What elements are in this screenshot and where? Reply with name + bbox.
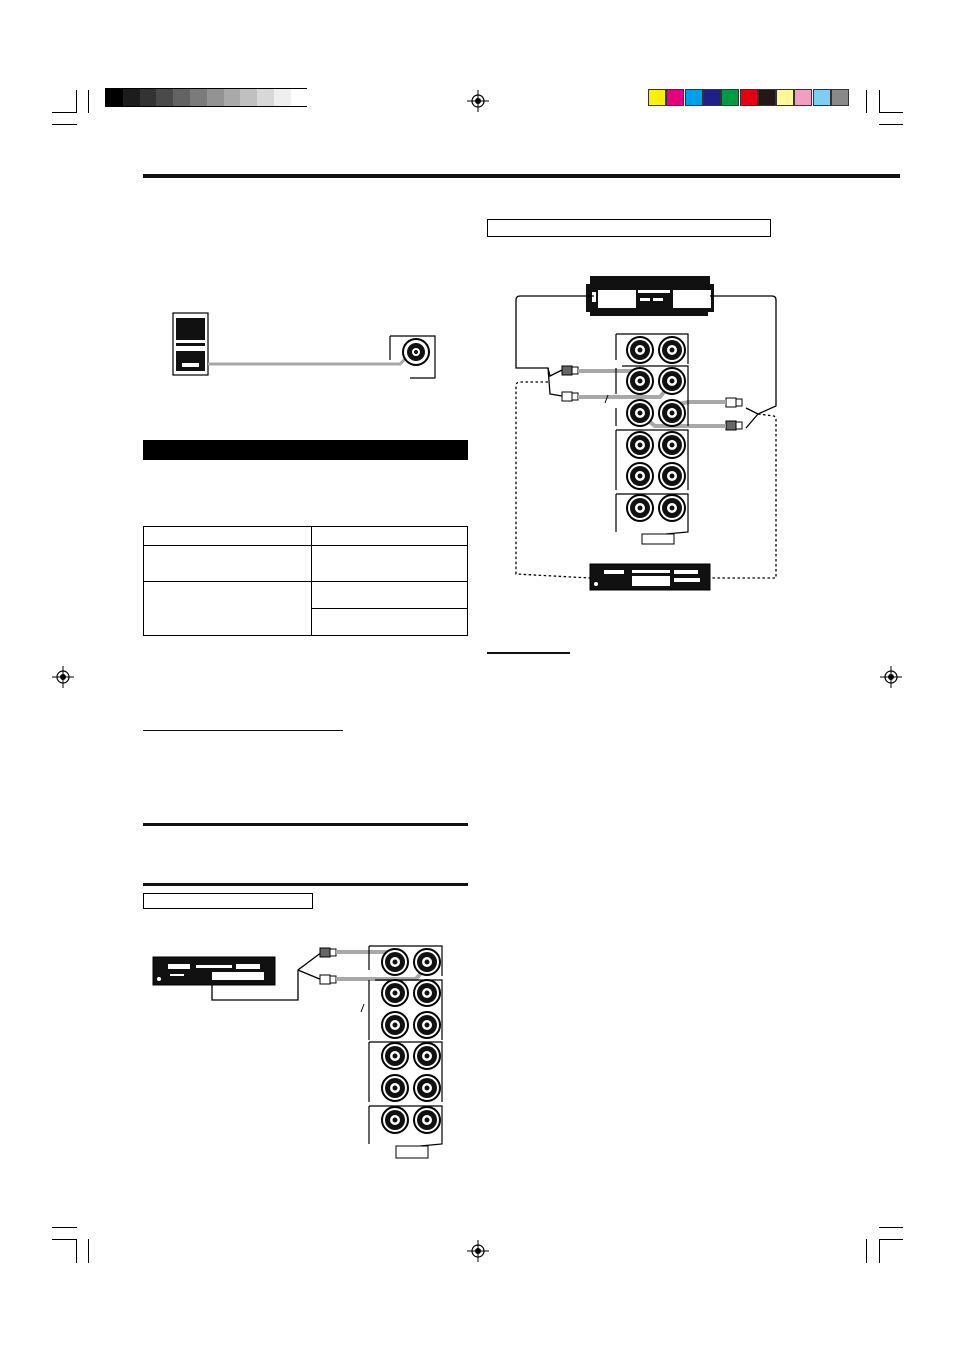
- grayscale-swatch: [190, 89, 207, 106]
- table-header-right: [312, 527, 468, 546]
- rca-jack-icon: [659, 400, 685, 426]
- rca-jack-icon: [382, 980, 408, 1006]
- rca-jack-icon: [627, 337, 653, 363]
- header-rule: [143, 174, 900, 178]
- note-underline-left: [143, 730, 343, 731]
- color-swatch: [740, 89, 758, 106]
- cd-player-icon: [153, 957, 275, 985]
- rca-jack-icon: [414, 1012, 440, 1038]
- rca-jack-icon: [414, 980, 440, 1006]
- grayscale-swatch: [224, 89, 241, 106]
- color-swatch: [721, 89, 739, 106]
- registration-mark-left-icon: [52, 666, 74, 688]
- grayscale-swatch: [106, 89, 123, 106]
- color-swatch: [794, 89, 812, 106]
- color-swatch: [685, 89, 703, 106]
- antenna-box-icon: [173, 313, 208, 375]
- cd-player-icon: [590, 564, 710, 590]
- rca-jack-icon: [382, 1043, 408, 1069]
- diagram-label-box-right: [487, 219, 771, 237]
- rca-jack-icon: [382, 1012, 408, 1038]
- grayscale-swatch: [173, 89, 190, 106]
- section-rule: [143, 883, 468, 886]
- color-swatch: [648, 89, 666, 106]
- color-swatch: [813, 89, 831, 106]
- rca-jack-icon: [659, 432, 685, 458]
- rca-jack-icon: [627, 432, 653, 458]
- info-table: [143, 526, 468, 636]
- grayscale-swatch: [207, 89, 224, 106]
- color-swatch: [776, 89, 794, 106]
- cd-player-connection-diagram: [150, 940, 450, 1162]
- section-heading-bar: [143, 440, 468, 460]
- cassette-deck-icon: [586, 276, 714, 316]
- grayscale-swatch: [291, 89, 308, 106]
- rca-jack-icon: [659, 368, 685, 394]
- rca-jack-icon: [382, 1107, 408, 1133]
- grayscale-swatch: [240, 89, 257, 106]
- tape-deck-connection-diagram: [510, 268, 785, 598]
- table-header-left: [144, 527, 312, 546]
- rca-jack-icon: [414, 1075, 440, 1101]
- antenna-terminal-icon: [390, 336, 435, 378]
- rca-jack-icon: [382, 949, 408, 975]
- color-swatch: [666, 89, 684, 106]
- rca-jack-icon: [414, 1043, 440, 1069]
- table-row: [312, 609, 468, 636]
- section-rule: [143, 823, 468, 826]
- rca-jack-icon: [627, 495, 653, 521]
- rca-jack-icon: [659, 495, 685, 521]
- diagram-label-box-left: [143, 893, 313, 909]
- grayscale-swatch: [140, 89, 157, 106]
- table-row: [312, 582, 468, 609]
- table-row: [144, 546, 312, 582]
- grayscale-swatch: [257, 89, 274, 106]
- rca-jack-icon: [414, 949, 440, 975]
- rca-jack-icon: [414, 1107, 440, 1133]
- rca-jack-icon: [627, 463, 653, 489]
- rca-jack-icon: [627, 400, 653, 426]
- table-row: [144, 582, 312, 636]
- antenna-diagram: [170, 310, 440, 382]
- rca-jack-icon: [659, 337, 685, 363]
- grayscale-swatch: [123, 89, 140, 106]
- color-swatch: [831, 89, 849, 106]
- registration-mark-right-icon: [880, 666, 902, 688]
- rca-jack-icon: [659, 463, 685, 489]
- grayscale-swatch: [156, 89, 173, 106]
- rca-jack-icon: [627, 368, 653, 394]
- note-underline-right: [487, 652, 570, 654]
- color-swatch: [703, 89, 721, 106]
- rca-plug-icon: [320, 948, 336, 984]
- registration-mark-top-icon: [467, 90, 489, 112]
- registration-mark-bottom-icon: [467, 1240, 489, 1262]
- grayscale-swatch: [274, 89, 291, 106]
- color-swatch: [758, 89, 776, 106]
- table-row: [312, 546, 468, 582]
- rca-jack-icon: [382, 1075, 408, 1101]
